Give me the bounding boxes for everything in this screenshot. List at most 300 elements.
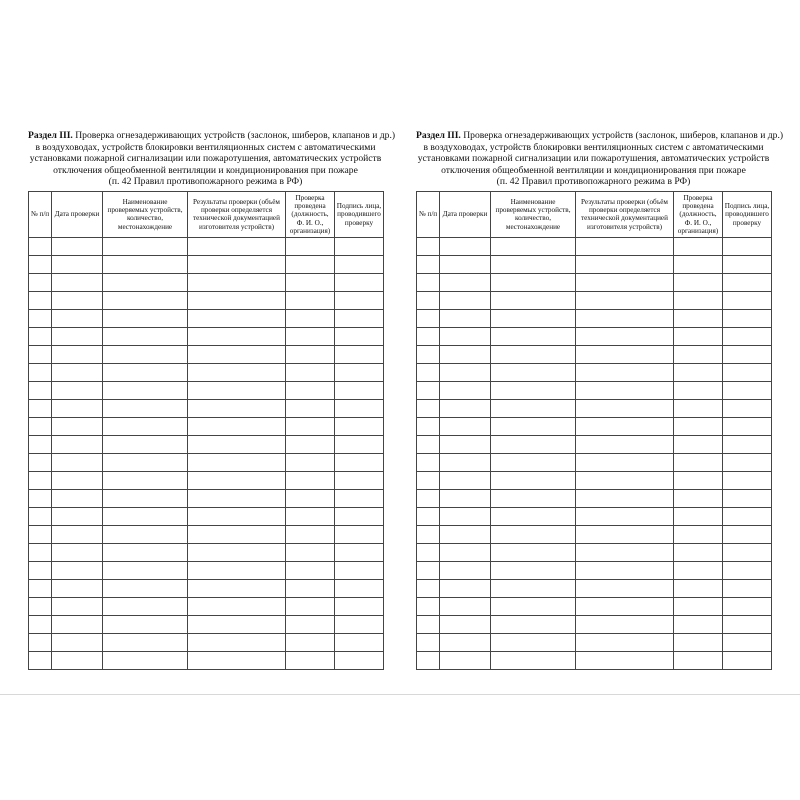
- table-cell: [723, 327, 772, 345]
- table-cell: [576, 417, 674, 435]
- table-cell: [286, 309, 335, 327]
- table-row: [29, 363, 384, 381]
- table-row: [29, 615, 384, 633]
- table-cell: [188, 453, 286, 471]
- table-cell: [286, 291, 335, 309]
- table-cell: [723, 507, 772, 525]
- table-row: [29, 543, 384, 561]
- table-cell: [576, 507, 674, 525]
- table-row: [29, 327, 384, 345]
- table-cell: [674, 489, 723, 507]
- table-cell: [491, 453, 576, 471]
- table-cell: [52, 453, 103, 471]
- table-row: [417, 471, 772, 489]
- table-cell: [417, 615, 440, 633]
- table-cell: [52, 507, 103, 525]
- table-cell: [674, 291, 723, 309]
- column-header-number: № п/п: [29, 191, 52, 237]
- table-cell: [335, 651, 384, 669]
- table-cell: [417, 579, 440, 597]
- table-cell: [576, 309, 674, 327]
- table-row: [417, 615, 772, 633]
- table-cell: [335, 561, 384, 579]
- table-header-row: [29, 191, 384, 237]
- table-cell: [723, 633, 772, 651]
- table-row: [29, 345, 384, 363]
- table-cell: [29, 651, 52, 669]
- table-cell: [723, 237, 772, 255]
- table-cell: [103, 237, 188, 255]
- table-row: [29, 597, 384, 615]
- table-cell: [335, 453, 384, 471]
- table-cell: [29, 291, 52, 309]
- table-cell: [52, 651, 103, 669]
- table-row: [417, 543, 772, 561]
- table-row: [29, 507, 384, 525]
- table-cell: [335, 291, 384, 309]
- table-cell: [674, 633, 723, 651]
- inspection-table: [28, 191, 384, 670]
- table-cell: [417, 507, 440, 525]
- table-cell: [491, 543, 576, 561]
- table-cell: [576, 525, 674, 543]
- table-cell: [723, 471, 772, 489]
- table-cell: [440, 435, 491, 453]
- table-cell: [103, 615, 188, 633]
- table-cell: [286, 651, 335, 669]
- table-cell: [491, 615, 576, 633]
- table-cell: [52, 255, 103, 273]
- table-cell: [52, 327, 103, 345]
- table-row: [29, 291, 384, 309]
- table-cell: [417, 399, 440, 417]
- table-cell: [286, 327, 335, 345]
- table-cell: [103, 327, 188, 345]
- table-row: [417, 453, 772, 471]
- table-cell: [52, 345, 103, 363]
- table-cell: [491, 345, 576, 363]
- table-cell: [29, 345, 52, 363]
- table-row: [29, 309, 384, 327]
- table-cell: [723, 255, 772, 273]
- table-cell: [723, 543, 772, 561]
- table-row: [29, 435, 384, 453]
- table-cell: [723, 345, 772, 363]
- table-cell: [286, 399, 335, 417]
- table-cell: [417, 309, 440, 327]
- table-cell: [491, 561, 576, 579]
- table-cell: [440, 579, 491, 597]
- table-cell: [335, 597, 384, 615]
- table-cell: [576, 345, 674, 363]
- table-cell: [440, 489, 491, 507]
- table-cell: [674, 579, 723, 597]
- table-cell: [576, 255, 674, 273]
- section-title-line: Проверка огнезадерживающих устройств (заслонок, шиберов, клапанов и др.): [75, 130, 396, 141]
- table-cell: [440, 453, 491, 471]
- table-cell: [103, 507, 188, 525]
- section-title-line: отключения общеобменной вентиляции и кондиционирования при пожаре: [441, 164, 746, 176]
- table-cell: [188, 417, 286, 435]
- table-cell: [188, 327, 286, 345]
- table-cell: [723, 381, 772, 399]
- table-cell: [29, 633, 52, 651]
- table-cell: [103, 363, 188, 381]
- table-row: [29, 453, 384, 471]
- table-row: [417, 291, 772, 309]
- table-cell: [417, 327, 440, 345]
- table-cell: [286, 273, 335, 291]
- table-cell: [335, 633, 384, 651]
- table-cell: [674, 381, 723, 399]
- table-cell: [491, 417, 576, 435]
- table-cell: [286, 597, 335, 615]
- table-cell: [440, 291, 491, 309]
- table-cell: [52, 615, 103, 633]
- table-cell: [29, 273, 52, 291]
- table-cell: [29, 417, 52, 435]
- table-cell: [417, 651, 440, 669]
- table-cell: [52, 525, 103, 543]
- table-cell: [188, 291, 286, 309]
- table-header-row: [417, 191, 772, 237]
- table-cell: [674, 615, 723, 633]
- section-title-line: в воздуховодах, устройств блокировки вентиляционных систем с автоматическими: [423, 141, 764, 153]
- table-row: [417, 489, 772, 507]
- table-cell: [29, 237, 52, 255]
- table-cell: [576, 579, 674, 597]
- table-cell: [723, 363, 772, 381]
- table-cell: [576, 471, 674, 489]
- table-cell: [335, 525, 384, 543]
- table-cell: [491, 381, 576, 399]
- table-cell: [335, 309, 384, 327]
- table-cell: [417, 633, 440, 651]
- table-cell: [103, 381, 188, 399]
- table-cell: [440, 255, 491, 273]
- section-title-line: (п. 42 Правил противопожарного режима в РФ): [108, 176, 303, 188]
- table-cell: [188, 525, 286, 543]
- table-cell: [491, 651, 576, 669]
- table-cell: [674, 309, 723, 327]
- table-cell: [52, 579, 103, 597]
- table-cell: [335, 273, 384, 291]
- table-cell: [52, 399, 103, 417]
- table-cell: [52, 273, 103, 291]
- table-cell: [491, 471, 576, 489]
- table-cell: [188, 471, 286, 489]
- table-row: [417, 363, 772, 381]
- table-cell: [286, 237, 335, 255]
- table-cell: [723, 273, 772, 291]
- table-row: [417, 597, 772, 615]
- table-cell: [188, 381, 286, 399]
- table-row: [417, 579, 772, 597]
- table-cell: [440, 651, 491, 669]
- table-cell: [440, 507, 491, 525]
- column-header-date: Дата проверки: [52, 191, 103, 237]
- table-cell: [188, 435, 286, 453]
- table-row: [29, 579, 384, 597]
- table-cell: [52, 489, 103, 507]
- section-title-line: отключения общеобменной вентиляции и кондиционирования при пожаре: [53, 164, 358, 176]
- table-cell: [674, 435, 723, 453]
- table-cell: [29, 453, 52, 471]
- table-cell: [491, 237, 576, 255]
- section-title-line: установками пожарной сигнализации или пожаротушения, автоматических устройств: [417, 153, 770, 165]
- section-heading: [28, 130, 396, 188]
- table-cell: [335, 435, 384, 453]
- column-header-date: Дата проверки: [440, 191, 491, 237]
- table-cell: [335, 417, 384, 435]
- table-cell: [674, 543, 723, 561]
- table-cell: [188, 363, 286, 381]
- table-cell: [103, 471, 188, 489]
- table-cell: [723, 399, 772, 417]
- column-header-inspector: Проверка проведена (должность, Ф. И. О., организация): [674, 191, 723, 237]
- table-cell: [103, 543, 188, 561]
- table-cell: [723, 597, 772, 615]
- table-cell: [440, 615, 491, 633]
- table-row: [417, 345, 772, 363]
- table-cell: [52, 633, 103, 651]
- table-cell: [440, 273, 491, 291]
- table-cell: [103, 651, 188, 669]
- section-title-line: (п. 42 Правил противопожарного режима в РФ): [496, 176, 691, 188]
- table-cell: [417, 435, 440, 453]
- table-cell: [286, 363, 335, 381]
- table-cell: [29, 471, 52, 489]
- table-cell: [29, 597, 52, 615]
- table-cell: [52, 309, 103, 327]
- table-cell: [440, 471, 491, 489]
- table-cell: [188, 309, 286, 327]
- section-title-line: в воздуховодах, устройств блокировки вентиляционных систем с автоматическими: [35, 141, 376, 153]
- table-cell: [440, 561, 491, 579]
- table-cell: [103, 435, 188, 453]
- table-cell: [723, 561, 772, 579]
- table-cell: [491, 399, 576, 417]
- table-cell: [103, 345, 188, 363]
- table-cell: [103, 633, 188, 651]
- table-row: [417, 381, 772, 399]
- table-body: [417, 237, 772, 669]
- table-cell: [440, 381, 491, 399]
- table-row: [29, 525, 384, 543]
- table-cell: [491, 597, 576, 615]
- table-cell: [674, 525, 723, 543]
- table-cell: [417, 489, 440, 507]
- table-cell: [576, 237, 674, 255]
- table-cell: [491, 273, 576, 291]
- table-cell: [440, 417, 491, 435]
- table-cell: [286, 381, 335, 399]
- table-cell: [674, 507, 723, 525]
- table-cell: [417, 381, 440, 399]
- table-cell: [576, 543, 674, 561]
- table-cell: [440, 237, 491, 255]
- table-cell: [286, 471, 335, 489]
- table-cell: [576, 399, 674, 417]
- table-cell: [674, 453, 723, 471]
- table-row: [29, 489, 384, 507]
- table-row: [29, 417, 384, 435]
- table-cell: [103, 525, 188, 543]
- table-cell: [103, 309, 188, 327]
- table-row: [29, 273, 384, 291]
- table-row: [417, 417, 772, 435]
- table-cell: [29, 561, 52, 579]
- table-row: [417, 633, 772, 651]
- table-cell: [335, 237, 384, 255]
- table-cell: [188, 543, 286, 561]
- table-cell: [29, 507, 52, 525]
- table-cell: [335, 381, 384, 399]
- table-cell: [417, 561, 440, 579]
- table-cell: [188, 507, 286, 525]
- table-cell: [286, 543, 335, 561]
- table-cell: [674, 345, 723, 363]
- table-cell: [576, 597, 674, 615]
- table-cell: [576, 489, 674, 507]
- table-row: [29, 399, 384, 417]
- table-cell: [103, 453, 188, 471]
- table-cell: [52, 417, 103, 435]
- table-cell: [440, 363, 491, 381]
- table-cell: [188, 237, 286, 255]
- table-cell: [723, 579, 772, 597]
- table-cell: [491, 633, 576, 651]
- table-cell: [103, 417, 188, 435]
- table-cell: [286, 435, 335, 453]
- table-cell: [674, 237, 723, 255]
- table-cell: [674, 651, 723, 669]
- table-row: [29, 237, 384, 255]
- table-cell: [286, 453, 335, 471]
- table-cell: [417, 291, 440, 309]
- table-cell: [103, 489, 188, 507]
- table-cell: [103, 255, 188, 273]
- table-cell: [29, 525, 52, 543]
- table-cell: [29, 543, 52, 561]
- table-row: [417, 237, 772, 255]
- table-cell: [335, 615, 384, 633]
- table-cell: [188, 597, 286, 615]
- table-cell: [103, 597, 188, 615]
- right-page: [416, 130, 784, 670]
- table-row: [29, 255, 384, 273]
- column-header-signature: Подпись лица, проводившего проверку: [723, 191, 772, 237]
- table-cell: [440, 399, 491, 417]
- table-cell: [286, 615, 335, 633]
- table-cell: [29, 255, 52, 273]
- table-cell: [723, 435, 772, 453]
- table-body: [29, 237, 384, 669]
- table-cell: [491, 579, 576, 597]
- table-cell: [29, 381, 52, 399]
- table-cell: [576, 561, 674, 579]
- table-cell: [286, 507, 335, 525]
- table-cell: [576, 273, 674, 291]
- table-cell: [674, 471, 723, 489]
- table-cell: [188, 579, 286, 597]
- table-cell: [188, 255, 286, 273]
- table-cell: [29, 489, 52, 507]
- table-cell: [103, 291, 188, 309]
- table-cell: [417, 597, 440, 615]
- table-cell: [491, 255, 576, 273]
- table-cell: [188, 399, 286, 417]
- table-row: [417, 651, 772, 669]
- table-cell: [52, 237, 103, 255]
- column-header-results: Результаты проверки (объём проверки определяется технической документацией изготовителя устройств): [188, 191, 286, 237]
- table-cell: [335, 507, 384, 525]
- table-cell: [335, 255, 384, 273]
- table-cell: [188, 273, 286, 291]
- table-cell: [335, 345, 384, 363]
- table-cell: [576, 363, 674, 381]
- table-cell: [576, 615, 674, 633]
- table-cell: [491, 363, 576, 381]
- table-cell: [491, 525, 576, 543]
- table-cell: [723, 489, 772, 507]
- table-cell: [103, 579, 188, 597]
- table-cell: [440, 525, 491, 543]
- table-row: [417, 525, 772, 543]
- table-cell: [286, 255, 335, 273]
- section-title-bold: Раздел III.: [416, 130, 461, 141]
- table-cell: [188, 489, 286, 507]
- table-cell: [188, 345, 286, 363]
- table-row: [417, 327, 772, 345]
- table-cell: [417, 453, 440, 471]
- table-cell: [335, 579, 384, 597]
- column-header-results: Результаты проверки (объём проверки определяется технической документацией изготовителя устройств): [576, 191, 674, 237]
- column-header-inspector: Проверка проведена (должность, Ф. И. О., организация): [286, 191, 335, 237]
- table-cell: [674, 597, 723, 615]
- table-cell: [576, 435, 674, 453]
- table-cell: [52, 291, 103, 309]
- table-cell: [417, 363, 440, 381]
- table-cell: [188, 615, 286, 633]
- table-cell: [576, 633, 674, 651]
- table-row: [417, 309, 772, 327]
- table-cell: [52, 561, 103, 579]
- table-cell: [103, 399, 188, 417]
- table-row: [417, 507, 772, 525]
- table-cell: [286, 489, 335, 507]
- table-cell: [286, 345, 335, 363]
- left-page: [28, 130, 396, 670]
- table-cell: [674, 255, 723, 273]
- table-cell: [52, 543, 103, 561]
- table-cell: [723, 525, 772, 543]
- table-cell: [417, 345, 440, 363]
- table-cell: [335, 327, 384, 345]
- table-cell: [576, 291, 674, 309]
- table-cell: [491, 327, 576, 345]
- table-cell: [103, 273, 188, 291]
- table-cell: [723, 651, 772, 669]
- table-cell: [723, 309, 772, 327]
- table-cell: [335, 489, 384, 507]
- table-row: [29, 633, 384, 651]
- table-cell: [440, 345, 491, 363]
- section-heading: [416, 130, 784, 188]
- table-cell: [188, 561, 286, 579]
- table-cell: [440, 327, 491, 345]
- table-cell: [286, 579, 335, 597]
